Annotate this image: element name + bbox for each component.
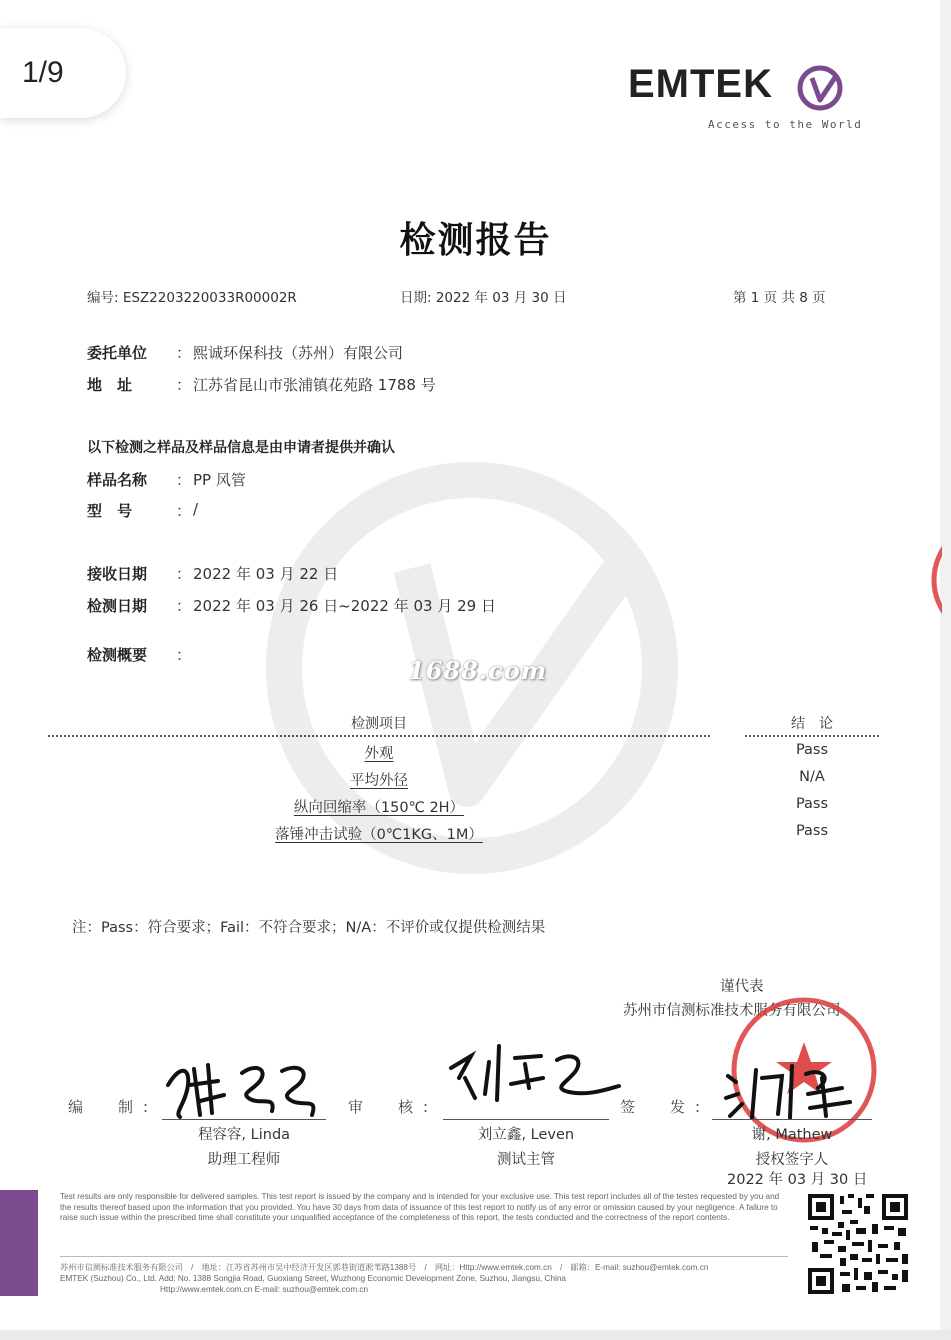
table-row-result: Pass (795, 796, 829, 812)
sample-intro: 以下检测之样品及样品信息是由申请者提供并确认 (87, 440, 395, 456)
report-title: 检测报告 (399, 220, 552, 261)
colon: ： (176, 376, 192, 394)
table-divider (48, 735, 710, 737)
emtek-logo: EMTEK (628, 62, 773, 106)
received-date-label: 接收日期 (87, 565, 148, 583)
legend-note: 注：Pass：符合要求；Fail：不符合要求；N/A：不评价或仅提供检测结果 (72, 920, 546, 936)
table-row-item: 纵向回缩率（150℃ 2H） (293, 800, 465, 816)
representative-company: 苏州市信测标准技术服务有限公司 (623, 1003, 841, 1019)
signature-line (712, 1119, 872, 1120)
signature-label-issued: 签 发: (620, 1098, 711, 1116)
signature-line (443, 1119, 609, 1120)
page-indicator-text: 1/9 (22, 56, 64, 89)
brand-side-bar (0, 1190, 38, 1296)
reviewer-title: 测试主管 (497, 1152, 555, 1168)
signature-label-prepared: 编 制: (68, 1098, 159, 1116)
preparer-name: 程容容, Linda (197, 1127, 291, 1143)
report-date: 日期: 2022 年 03 月 30 日 (400, 290, 567, 306)
table-divider (745, 735, 879, 737)
signature-line (162, 1119, 326, 1120)
sample-name-value: PP 风管 (193, 471, 246, 489)
colon: ： (176, 597, 192, 615)
table-header-result: 结 论 (791, 716, 833, 732)
viewer-bottom-bar (0, 1330, 951, 1340)
page-indicator (0, 28, 126, 118)
emtek-check-icon (796, 64, 848, 112)
colon: ： (176, 565, 192, 583)
address-label: 地 址 (87, 376, 133, 394)
viewer-right-edge (940, 0, 951, 1340)
representative-line1: 谨代表 (720, 979, 764, 995)
issuer-title: 授权签字人 (755, 1152, 829, 1168)
handwritten-signature-icon (445, 1038, 625, 1122)
watermark-text: 1688.com (408, 656, 548, 685)
table-row-result: Pass (795, 742, 829, 758)
client-label: 委托单位 (87, 344, 148, 362)
footer-address-en: EMTEK (Suzhou) Co., Ltd. Add: No. 1388 Songjia Road, Guoxiang Street, Wuzhong Economic Development Zone, Suzhou, Jiangsu, China (60, 1274, 566, 1283)
colon: ： (176, 646, 192, 664)
model-label: 型 号 (87, 502, 133, 520)
qr-code-icon[interactable] (806, 1192, 910, 1296)
address-value: 江苏省昆山市张浦镇花苑路 1788 号 (193, 376, 436, 394)
colon: ： (176, 471, 192, 489)
summary-label: 检测概要 (87, 646, 148, 664)
table-header-item: 检测项目 (351, 716, 407, 732)
table-row-item: 外观 (364, 746, 394, 762)
footer-divider (60, 1256, 788, 1257)
test-date-label: 检测日期 (87, 597, 148, 615)
colon: ： (176, 344, 192, 362)
report-page-count: 第 1 页 共 8 页 (733, 290, 826, 306)
sign-date: 2022 年 03 月 30 日 (727, 1172, 868, 1188)
colon: ： (176, 502, 192, 520)
test-date-value: 2022 年 03 月 26 日~2022 年 03 月 29 日 (193, 597, 496, 615)
preparer-title: 助理工程师 (207, 1152, 281, 1168)
edge-seal-icon (922, 520, 942, 640)
table-row-item: 平均外径 (350, 773, 408, 789)
sample-name-label: 样品名称 (87, 471, 148, 489)
footer-disclaimer: Test results are only responsible for delivered samples. This test report is issued by the company and is intended for your exclusive use. This test report includes all of the testes requested by you and the results thereof based upon the information that you provided. You have 30 days from data of issuance of this test report to notify us of any error or omission caused by your negligence. A failure to raise such issue within the prescribed time shall constitute your unqualified acceptance of the completeness of this report, the tests conducted and the correctness of the report contents. (60, 1192, 780, 1222)
received-date-value: 2022 年 03 月 22 日 (193, 565, 339, 583)
signature-label-reviewed: 审 核: (348, 1098, 439, 1116)
table-row-item: 落锤冲击试验（0℃1KG、1M） (275, 827, 483, 843)
client-value: 熙诚环保科技（苏州）有限公司 (193, 344, 404, 362)
footer-web: Http://www.emtek.com.cn E-mail: suzhou@emtek.com.cn (160, 1285, 369, 1294)
model-value: / (193, 500, 199, 518)
footer-address-cn: 苏州市信测标准技术服务有限公司 / 地址：江苏省苏州市吴中经济开发区郭巷街道淞苇路1388号 / 网址：Http://www.emtek.com.cn / 邮箱：E-mail: suzhou@emtek.com.cn (60, 1263, 709, 1272)
table-row-result: N/A (799, 769, 825, 785)
report-number: 编号: ESZ2203220033R00002R (87, 290, 297, 306)
logo-tagline: Access to the World (708, 118, 863, 131)
issuer-name: 谢, Mathew (751, 1127, 833, 1143)
table-row-result: Pass (795, 823, 829, 839)
reviewer-name: 刘立鑫, Leven (477, 1127, 575, 1143)
handwritten-signature-icon (722, 1058, 862, 1122)
handwritten-signature-icon (160, 1055, 330, 1121)
